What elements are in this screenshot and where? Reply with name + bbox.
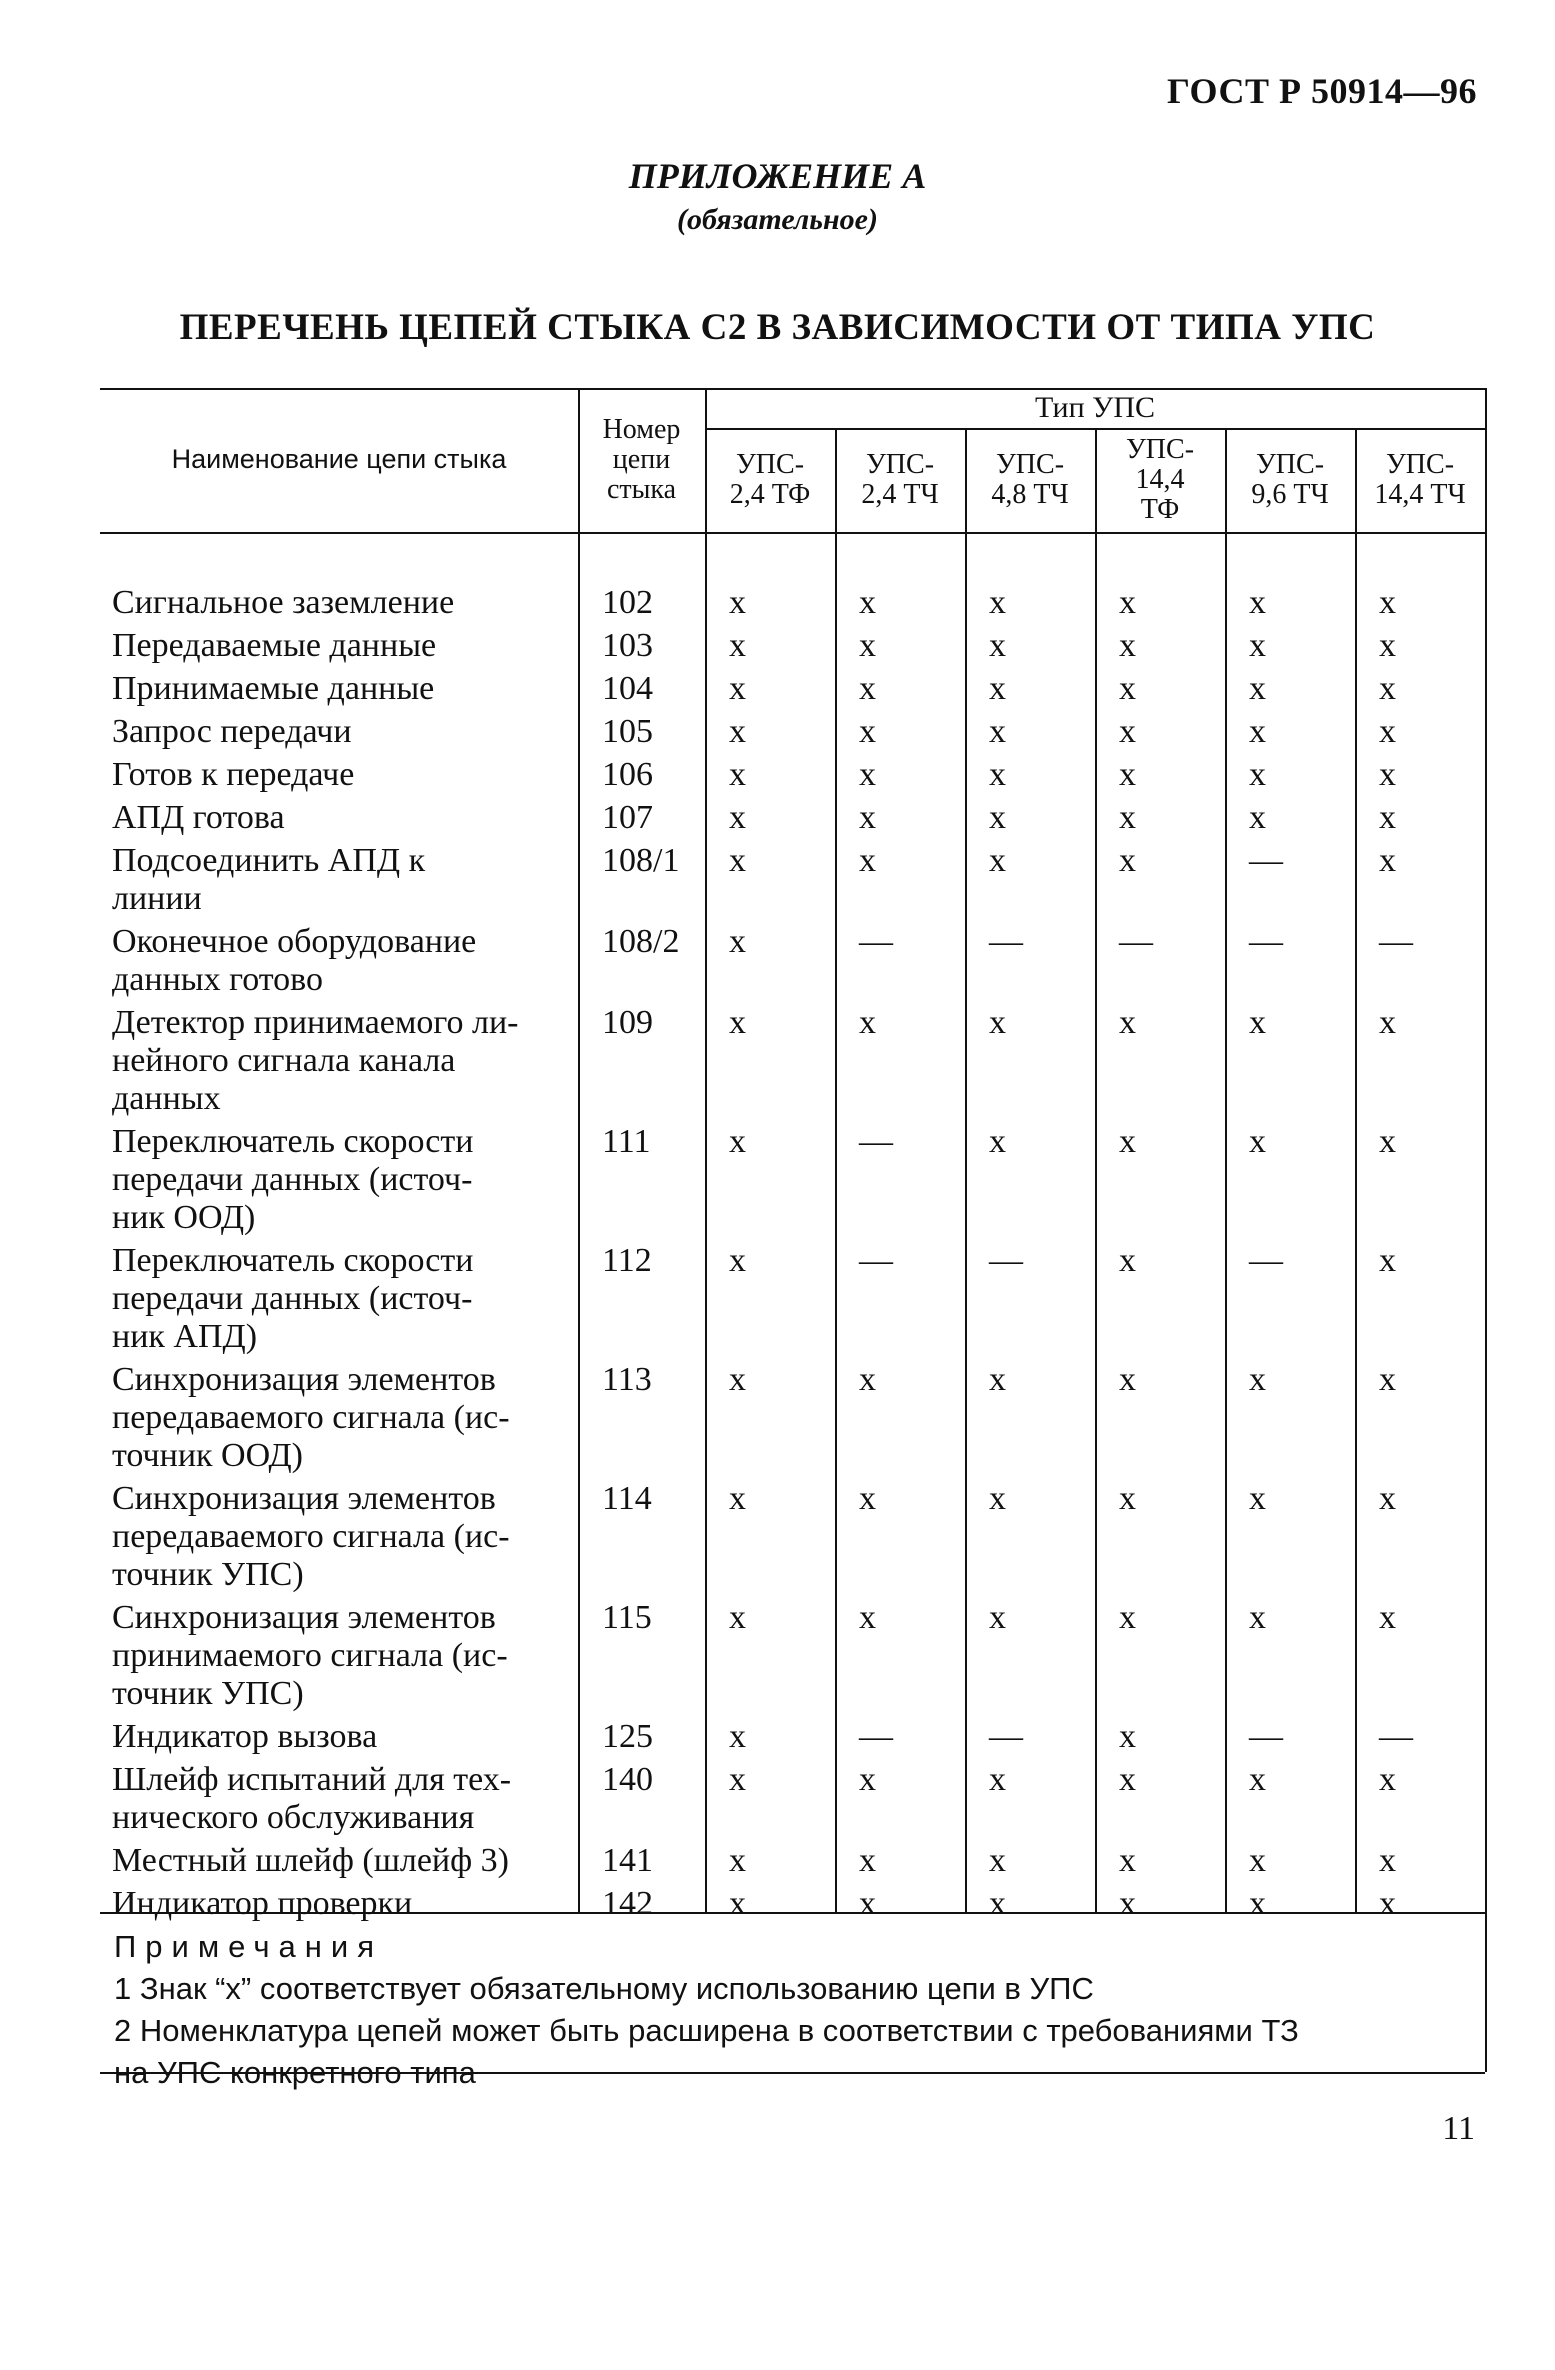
column-border xyxy=(1355,428,1357,1912)
circuit-name-line: ник АПД) xyxy=(112,1318,258,1355)
circuit-number: 108/1 xyxy=(602,842,680,879)
usage-mark: х xyxy=(1249,1761,1266,1798)
usage-mark: х xyxy=(729,1480,746,1517)
circuit-name-line: нейного сигнала канала xyxy=(112,1042,456,1079)
circuit-name-line: Местный шлейф (шлейф 3) xyxy=(112,1842,509,1879)
circuit-name-line: линии xyxy=(112,880,202,917)
usage-mark: х xyxy=(1379,670,1396,707)
usage-mark: х xyxy=(1379,627,1396,664)
usage-mark: х xyxy=(989,1761,1006,1798)
circuit-number: 104 xyxy=(602,670,653,707)
usage-mark: х xyxy=(1249,799,1266,836)
usage-mark: х xyxy=(1379,1842,1396,1879)
column-border xyxy=(1095,428,1097,1912)
usage-mark: х xyxy=(1379,1885,1396,1922)
usage-mark: х xyxy=(1379,1242,1396,1279)
usage-mark: х xyxy=(1249,1123,1266,1160)
page-title: ПЕРЕЧЕНЬ ЦЕПЕЙ СТЫКА С2 В ЗАВИСИМОСТИ ОТ ТИПА УПС xyxy=(179,307,1376,348)
usage-mark: х xyxy=(729,1242,746,1279)
usage-mark: х xyxy=(989,799,1006,836)
usage-mark: х xyxy=(1119,1885,1136,1922)
usage-mark: — xyxy=(1249,1242,1283,1279)
circuit-name xyxy=(112,1004,582,1118)
circuit-name-line: данных xyxy=(112,1080,221,1117)
circuit-number: 112 xyxy=(602,1242,652,1279)
usage-mark: — xyxy=(1379,1718,1413,1755)
column-border xyxy=(835,428,837,1912)
circuit-name xyxy=(112,1242,582,1356)
table-row xyxy=(100,1885,1485,1923)
usage-mark: х xyxy=(729,756,746,793)
column-border xyxy=(965,428,967,1912)
circuit-number: 140 xyxy=(602,1761,653,1798)
usage-mark: х xyxy=(729,923,746,960)
usage-mark: х xyxy=(729,1004,746,1041)
circuit-number: 103 xyxy=(602,627,653,664)
circuit-name-line: Запрос передачи xyxy=(112,713,352,750)
usage-mark: — xyxy=(989,1718,1023,1755)
circuit-name-line: точник УПС) xyxy=(112,1556,304,1593)
usage-mark: х xyxy=(989,842,1006,879)
usage-mark: — xyxy=(859,1718,893,1755)
usage-mark: х xyxy=(1119,1480,1136,1517)
circuit-name-line: передаваемого сигнала (ис- xyxy=(112,1399,510,1436)
usage-mark: х xyxy=(1249,713,1266,750)
table-row xyxy=(100,1842,1485,1880)
usage-mark: х xyxy=(1119,670,1136,707)
note-item: 1 Знак “х” соответствует обязательному использованию цепи в УПС xyxy=(114,1971,1094,2006)
circuit-name xyxy=(112,1842,582,1880)
header-type-line: УПС- xyxy=(1385,448,1455,480)
usage-mark: х xyxy=(1119,1361,1136,1398)
circuit-name-line: передачи данных (источ- xyxy=(112,1161,473,1198)
header-type-line: УПС- xyxy=(865,448,935,480)
usage-mark: х xyxy=(989,670,1006,707)
table-row xyxy=(100,1004,1485,1118)
usage-mark: х xyxy=(1119,1842,1136,1879)
usage-mark: — xyxy=(859,923,893,960)
usage-mark: х xyxy=(989,1599,1006,1636)
table-row xyxy=(100,756,1485,794)
circuit-number: 114 xyxy=(602,1480,652,1517)
usage-mark: х xyxy=(1119,627,1136,664)
usage-mark: х xyxy=(1379,1599,1396,1636)
usage-mark: х xyxy=(859,799,876,836)
usage-mark: х xyxy=(729,1885,746,1922)
usage-mark: х xyxy=(989,1361,1006,1398)
table-row xyxy=(100,1599,1485,1713)
note-item: на УПС конкретного типа xyxy=(114,2055,476,2090)
header-type-5 xyxy=(1225,428,1355,532)
header-type-line: УПС- xyxy=(1125,433,1195,465)
usage-mark: х xyxy=(1379,1361,1396,1398)
usage-mark: х xyxy=(1119,584,1136,621)
header-type-line: 2,4 ТФ xyxy=(729,479,811,510)
circuit-name xyxy=(112,1718,582,1756)
table-row xyxy=(100,584,1485,622)
table-row xyxy=(100,627,1485,665)
usage-mark: х xyxy=(729,1761,746,1798)
usage-mark: х xyxy=(989,1842,1006,1879)
appendix-note: (обязательное) xyxy=(677,203,878,236)
usage-mark: х xyxy=(1119,1599,1136,1636)
circuit-name-line: передачи данных (источ- xyxy=(112,1280,473,1317)
circuit-name-line: Сигнальное заземление xyxy=(112,584,455,621)
circuit-number: 115 xyxy=(602,1599,652,1636)
circuit-number: 105 xyxy=(602,713,653,750)
usage-mark: х xyxy=(859,1761,876,1798)
table-row xyxy=(100,1361,1485,1475)
usage-mark: — xyxy=(989,1242,1023,1279)
usage-mark: х xyxy=(729,1718,746,1755)
column-border xyxy=(705,388,707,1912)
header-circuit-number xyxy=(578,388,705,532)
circuit-name-line: Принимаемые данные xyxy=(112,670,435,707)
usage-mark: х xyxy=(729,1361,746,1398)
table-row xyxy=(100,923,1485,999)
circuit-name-line: данных готово xyxy=(112,961,324,998)
header-type-line: 9,6 ТЧ xyxy=(1251,479,1329,510)
usage-mark: х xyxy=(1379,1004,1396,1041)
usage-mark: х xyxy=(729,1599,746,1636)
header-type-line: УПС- xyxy=(1255,448,1325,480)
circuit-name-line: Синхронизация элементов xyxy=(112,1361,496,1398)
usage-mark: х xyxy=(989,1123,1006,1160)
usage-mark: х xyxy=(1249,756,1266,793)
usage-mark: х xyxy=(1379,799,1396,836)
usage-mark: х xyxy=(1119,799,1136,836)
standard-number: ГОСТ Р 50914—96 xyxy=(1167,71,1477,111)
circuit-name-line: Переключатель скорости xyxy=(112,1242,474,1279)
usage-mark: х xyxy=(1119,1718,1136,1755)
circuit-name-line: Синхронизация элементов xyxy=(112,1480,496,1517)
header-device-type: Тип УПС xyxy=(1034,390,1156,424)
page-number: 11 xyxy=(1442,2110,1475,2147)
table-row xyxy=(100,842,1485,918)
usage-mark: х xyxy=(989,1004,1006,1041)
usage-mark: х xyxy=(859,713,876,750)
table-row xyxy=(100,713,1485,751)
header-type-line: 2,4 ТЧ xyxy=(861,479,939,510)
circuit-name-line: ник ООД) xyxy=(112,1199,256,1236)
circuit-name-line: Передаваемые данные xyxy=(112,627,437,664)
usage-mark: х xyxy=(729,627,746,664)
header-type-line: УПС- xyxy=(735,448,805,480)
usage-mark: х xyxy=(1379,1761,1396,1798)
table-row xyxy=(100,1480,1485,1594)
usage-mark: х xyxy=(1119,1242,1136,1279)
circuit-number: 108/2 xyxy=(602,923,680,960)
usage-mark: х xyxy=(729,1842,746,1879)
circuit-name xyxy=(112,842,582,918)
usage-mark: х xyxy=(1249,1480,1266,1517)
circuit-name-line: передаваемого сигнала (ис- xyxy=(112,1518,510,1555)
usage-mark: х xyxy=(1119,1123,1136,1160)
circuit-name-line: Шлейф испытаний для тех- xyxy=(112,1761,512,1798)
usage-mark: х xyxy=(1249,1885,1266,1922)
circuit-name xyxy=(112,1885,582,1923)
circuit-name-line: принимаемого сигнала (ис- xyxy=(112,1637,508,1674)
header-type-line: 14,4 ТЧ xyxy=(1374,479,1466,510)
header-number-line: цепи xyxy=(612,443,671,475)
header-type-line: 14,4 xyxy=(1135,463,1185,495)
circuit-name-line: Индикатор вызова xyxy=(112,1718,378,1755)
circuit-number: 142 xyxy=(602,1885,653,1922)
circuit-name xyxy=(112,627,582,665)
table-bottom-border xyxy=(100,1912,1485,1914)
circuit-number: 141 xyxy=(602,1842,653,1879)
usage-mark: х xyxy=(1379,713,1396,750)
header-number-line: стыка xyxy=(606,474,677,506)
usage-mark: — xyxy=(1249,842,1283,879)
usage-mark: х xyxy=(1249,1361,1266,1398)
column-border xyxy=(1225,428,1227,1912)
table-row xyxy=(100,1761,1485,1837)
usage-mark: х xyxy=(1249,627,1266,664)
header-type-3 xyxy=(965,428,1095,532)
usage-mark: х xyxy=(859,1842,876,1879)
usage-mark: х xyxy=(859,1599,876,1636)
usage-mark: х xyxy=(729,799,746,836)
circuit-name xyxy=(112,799,582,837)
notes-right-border xyxy=(1485,1912,1487,2072)
column-border xyxy=(578,388,580,1912)
circuit-name xyxy=(112,670,582,708)
usage-mark: х xyxy=(1379,1123,1396,1160)
appendix-title: ПРИЛОЖЕНИЕ А xyxy=(628,156,927,196)
usage-mark: х xyxy=(1119,842,1136,879)
header-number-line: Номер xyxy=(602,413,681,445)
table-row xyxy=(100,1242,1485,1356)
usage-mark: — xyxy=(859,1123,893,1160)
usage-mark: х xyxy=(989,713,1006,750)
usage-mark: х xyxy=(859,842,876,879)
column-border xyxy=(1485,388,1487,1912)
circuit-number: 102 xyxy=(602,584,653,621)
usage-mark: х xyxy=(859,1480,876,1517)
usage-mark: — xyxy=(989,923,1023,960)
usage-mark: х xyxy=(1379,842,1396,879)
circuit-name xyxy=(112,1480,582,1594)
usage-mark: х xyxy=(1249,1004,1266,1041)
circuit-number: 113 xyxy=(602,1361,652,1398)
usage-mark: — xyxy=(1249,1718,1283,1755)
usage-mark: х xyxy=(859,756,876,793)
table-row xyxy=(100,1123,1485,1237)
usage-mark: х xyxy=(729,1123,746,1160)
usage-mark: х xyxy=(1119,756,1136,793)
usage-mark: — xyxy=(859,1242,893,1279)
usage-mark: х xyxy=(1119,1761,1136,1798)
usage-mark: х xyxy=(859,670,876,707)
circuit-name-line: Синхронизация элементов xyxy=(112,1599,496,1636)
circuit-name xyxy=(112,713,582,751)
circuit-name xyxy=(112,1761,582,1837)
usage-mark: х xyxy=(729,713,746,750)
usage-mark: х xyxy=(1249,584,1266,621)
usage-mark: х xyxy=(1379,756,1396,793)
circuit-number: 109 xyxy=(602,1004,653,1041)
usage-mark: — xyxy=(1379,923,1413,960)
circuit-name xyxy=(112,923,582,999)
usage-mark: — xyxy=(1249,923,1283,960)
usage-mark: х xyxy=(1249,1599,1266,1636)
circuit-name xyxy=(112,1361,582,1475)
usage-mark: х xyxy=(859,1361,876,1398)
notes-block xyxy=(114,1926,1299,2094)
usage-mark: х xyxy=(859,1885,876,1922)
circuit-name-line: точник УПС) xyxy=(112,1675,304,1712)
circuit-number: 111 xyxy=(602,1123,651,1160)
header-circuit-name: Наименование цепи стыка xyxy=(171,444,507,475)
circuit-name-line: нического обслуживания xyxy=(112,1799,475,1836)
table-row xyxy=(100,799,1485,837)
usage-mark: х xyxy=(1379,584,1396,621)
header-type-1 xyxy=(705,428,835,532)
usage-mark: х xyxy=(989,1885,1006,1922)
circuit-number: 107 xyxy=(602,799,653,836)
header-type-line: УПС- xyxy=(995,448,1065,480)
header-type-line: ТФ xyxy=(1140,494,1180,526)
circuit-name-line: Оконечное оборудование xyxy=(112,923,477,960)
circuit-name-line: Индикатор проверки xyxy=(112,1885,413,1922)
header-bottom-border xyxy=(100,532,1485,534)
circuit-name-line: Переключатель скорости xyxy=(112,1123,474,1160)
circuit-number: 125 xyxy=(602,1718,653,1755)
usage-mark: х xyxy=(729,842,746,879)
circuit-name xyxy=(112,584,582,622)
header-type-6 xyxy=(1355,428,1485,532)
usage-mark: х xyxy=(859,627,876,664)
table-row xyxy=(100,1718,1485,1756)
circuit-name xyxy=(112,756,582,794)
usage-mark: х xyxy=(1119,1004,1136,1041)
table-row xyxy=(100,670,1485,708)
usage-mark: х xyxy=(989,627,1006,664)
usage-mark: х xyxy=(989,584,1006,621)
circuit-name-line: Подсоединить АПД к xyxy=(112,842,426,879)
circuit-name xyxy=(112,1123,582,1237)
usage-mark: х xyxy=(729,584,746,621)
circuit-name-line: точник ООД) xyxy=(112,1437,303,1474)
circuit-name-line: АПД готова xyxy=(112,799,285,836)
usage-mark: х xyxy=(729,670,746,707)
header-type-2 xyxy=(835,428,965,532)
header-type-line: 4,8 ТЧ xyxy=(991,479,1069,510)
notes-title: Примечания xyxy=(114,1929,383,1964)
circuit-name xyxy=(112,1599,582,1713)
circuit-name-line: Детектор принимаемого ли- xyxy=(112,1004,519,1041)
usage-mark: х xyxy=(989,756,1006,793)
usage-mark: х xyxy=(989,1480,1006,1517)
usage-mark: х xyxy=(859,584,876,621)
header-type-4 xyxy=(1095,428,1225,532)
usage-mark: х xyxy=(1379,1480,1396,1517)
note-item: 2 Номенклатура цепей может быть расширена в соответствии с требованиями ТЗ xyxy=(114,2013,1299,2048)
circuit-number: 106 xyxy=(602,756,653,793)
usage-mark: — xyxy=(1119,923,1153,960)
usage-mark: х xyxy=(1249,670,1266,707)
circuit-name-line: Готов к передаче xyxy=(112,756,355,793)
usage-mark: х xyxy=(859,1004,876,1041)
usage-mark: х xyxy=(1249,1842,1266,1879)
usage-mark: х xyxy=(1119,713,1136,750)
